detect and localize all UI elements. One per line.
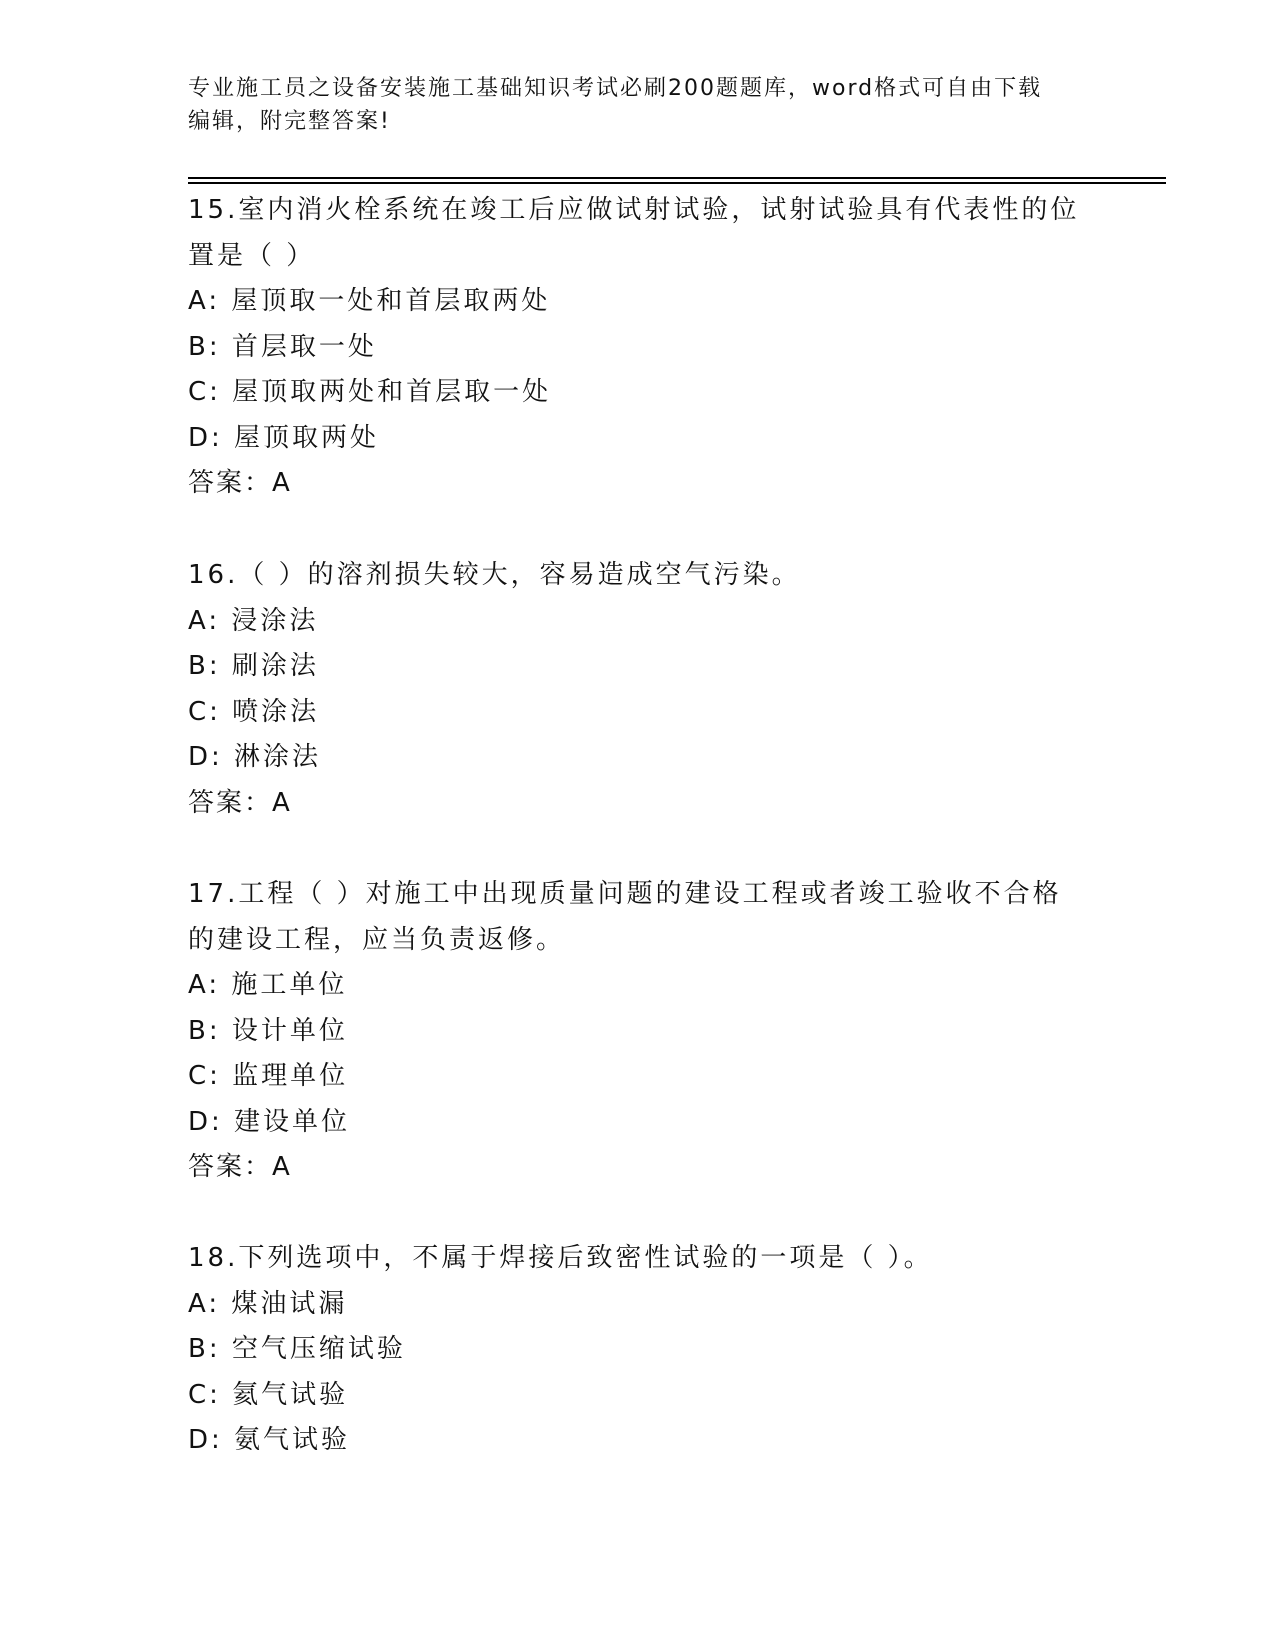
question-18 bbox=[188, 1236, 1088, 1464]
header-divider-bottom bbox=[188, 182, 1166, 184]
answer-text: 答案：A bbox=[188, 787, 292, 818]
header-line-2: 编辑，附完整答案! bbox=[188, 109, 391, 134]
option-a: A: 施工单位 bbox=[188, 970, 348, 1000]
header-divider-top bbox=[188, 177, 1166, 179]
question-15 bbox=[188, 188, 1088, 507]
option-b: B: 空气压缩试验 bbox=[188, 1334, 406, 1364]
question-stem-line-1: 17.工程（ ）对施工中出现质量问题的建设工程或者竣工验收不合格 bbox=[188, 879, 1062, 909]
option-c: C: 监理单位 bbox=[188, 1061, 349, 1091]
option-b: B: 刷涂法 bbox=[188, 651, 319, 681]
option-c: C: 喷涂法 bbox=[188, 696, 320, 727]
option-d: D: 建设单位 bbox=[188, 1106, 351, 1137]
option-c: C: 屋顶取两处和首层取一处 bbox=[188, 377, 552, 407]
option-d: D: 氨气试验 bbox=[188, 1425, 351, 1455]
option-b: B: 首层取一处 bbox=[188, 331, 377, 362]
option-c: C: 氦气试验 bbox=[188, 1379, 349, 1410]
option-b: B: 设计单位 bbox=[188, 1015, 348, 1046]
question-stem-line-1: 15.室内消火栓系统在竣工后应做试射试验，试射试验具有代表性的位 bbox=[188, 195, 1080, 225]
question-17 bbox=[188, 872, 1088, 1191]
option-a: A: 煤油试漏 bbox=[188, 1288, 348, 1319]
question-16 bbox=[188, 553, 1088, 826]
option-a: A: 浸涂法 bbox=[188, 605, 319, 636]
question-stem-line-1: 16.（ ）的溶剂损失较大，容易造成空气污染。 bbox=[188, 560, 801, 590]
answer-text: 答案：A bbox=[188, 468, 292, 498]
header-line-1: 专业施工员之设备安装施工基础知识考试必刷200题题库，word格式可自由下载 bbox=[188, 76, 1043, 101]
option-a: A: 屋顶取一处和首层取两处 bbox=[188, 286, 551, 316]
question-stem-line-1: 18.下列选项中，不属于焊接后致密性试验的一项是（ ）。 bbox=[188, 1243, 933, 1273]
question-stem-line-2: 置是（ ） bbox=[188, 240, 316, 271]
question-stem-line-2: 的建设工程，应当负责返修。 bbox=[188, 924, 566, 955]
answer-text: 答案：A bbox=[188, 1152, 292, 1182]
option-d: D: 淋涂法 bbox=[188, 742, 322, 772]
document-header bbox=[188, 72, 1088, 138]
option-d: D: 屋顶取两处 bbox=[188, 422, 380, 453]
